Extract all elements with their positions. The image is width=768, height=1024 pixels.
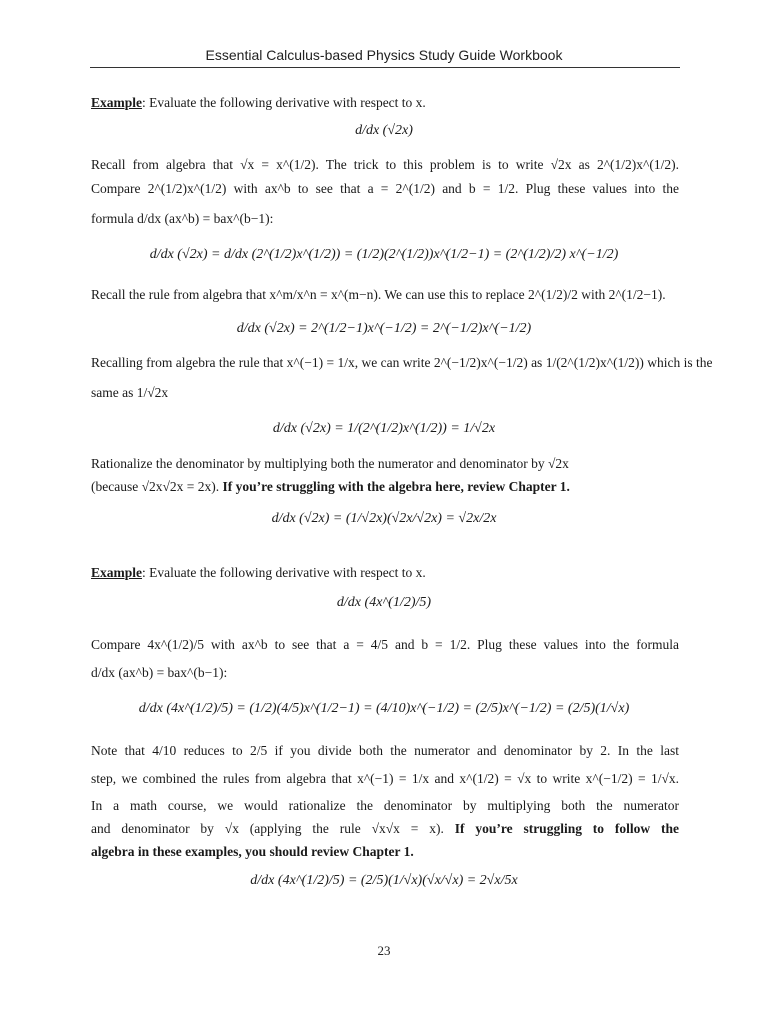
example2-review-note-2: algebra in these examples, you should review Chapter 1. [91,844,414,859]
example1-prompt: : Evaluate the following derivative with respect to x. [142,95,426,110]
example1-text-line-5: Recalling from algebra the rule that x^(−1) = 1/x, we can write 2^(−1/2)x^(−1/2) as 1/(2^(1/2)x^(1/2)) which is the [91,355,713,370]
example2-text-line-6 [91,820,679,837]
example2-heading [91,564,426,581]
example1-text-line-1: Recall from algebra that √x = x^(1/2). The trick to this problem is to write √2x as 2^(1/2)x^(1/2). [91,157,679,172]
example2-label: Example [91,565,143,580]
example2-text-line-5: In a math course, we would rationalize the denominator by multiplying both the numerator [91,798,679,813]
page-header: Essential Calculus-based Physics Study Guide Workbook [205,47,563,63]
example2-text-line-6-plain: and denominator by √x (applying the rule √x√x = x). [91,821,444,836]
example2-equation-1: d/dx (4x^(1/2)/5) = (1/2)(4/5)x^(1/2−1) = (4/10)x^(−1/2) = (2/5)x^(−1/2) = (2/5)(1/√x) [138,701,630,716]
example1-review-note: If you’re struggling with the algebra here, review Chapter 1. [222,479,570,494]
example2-text-line-2: d/dx (ax^b) = bax^(b−1): [91,665,228,680]
example1-heading [91,94,426,111]
example1-equation-3: d/dx (√2x) = 1/(2^(1/2)x^(1/2)) = 1/√2x [272,421,496,436]
example1-equation-4: d/dx (√2x) = (1/√2x)(√2x/√2x) = √2x/2x [271,511,497,526]
example2-text-line-1: Compare 4x^(1/2)/5 with ax^b to see that a = 4/5 and b = 1/2. Plug these values into the formula [91,637,679,652]
example1-problem: d/dx (√2x) [355,123,413,138]
example1-text-line-3: formula d/dx (ax^b) = bax^(b−1): [91,211,274,226]
example1-equation-2: d/dx (√2x) = 2^(1/2−1)x^(−1/2) = 2^(−1/2)x^(−1/2) [236,321,532,336]
header-rule [90,67,680,68]
example1-label: Example [91,95,143,110]
example1-text-line-6: same as 1/√2x [91,385,169,400]
example1-text-line-4: Recall the rule from algebra that x^m/x^n = x^(m−n). We can use this to replace 2^(1/2)/2 with 2^(1/2−1). [91,287,666,302]
page-number: 23 [377,943,391,958]
example1-text-line-7: Rationalize the denominator by multiplying both the numerator and denominator by √2x [91,456,569,471]
example1-text-line-2: Compare 2^(1/2)x^(1/2) with ax^b to see that a = 2^(1/2) and b = 1/2. Plug these values into the [91,181,679,196]
example1-text-line-8 [91,478,570,495]
example2-problem: d/dx (4x^(1/2)/5) [336,595,432,610]
example2-text-line-3: Note that 4/10 reduces to 2/5 if you divide both the numerator and denominator by 2. In the last [91,743,679,758]
example2-review-note-1: If you’re struggling to follow the [454,821,680,836]
example1-equation-1: d/dx (√2x) = d/dx (2^(1/2)x^(1/2)) = (1/2)(2^(1/2))x^(1/2−1) = (2^(1/2)/2) x^(−1/2) [149,247,619,262]
example2-text-line-4: step, we combined the rules from algebra that x^(−1) = 1/x and x^(1/2) = √x to write x^(−1/2) = 1/√x. [91,771,679,786]
example1-text-line-8-plain: (because √2x√2x = 2x). [91,479,220,494]
example2-prompt: : Evaluate the following derivative with respect to x. [142,565,426,580]
example2-equation-2: d/dx (4x^(1/2)/5) = (2/5)(1/√x)(√x/√x) = 2√x/5x [250,873,518,888]
